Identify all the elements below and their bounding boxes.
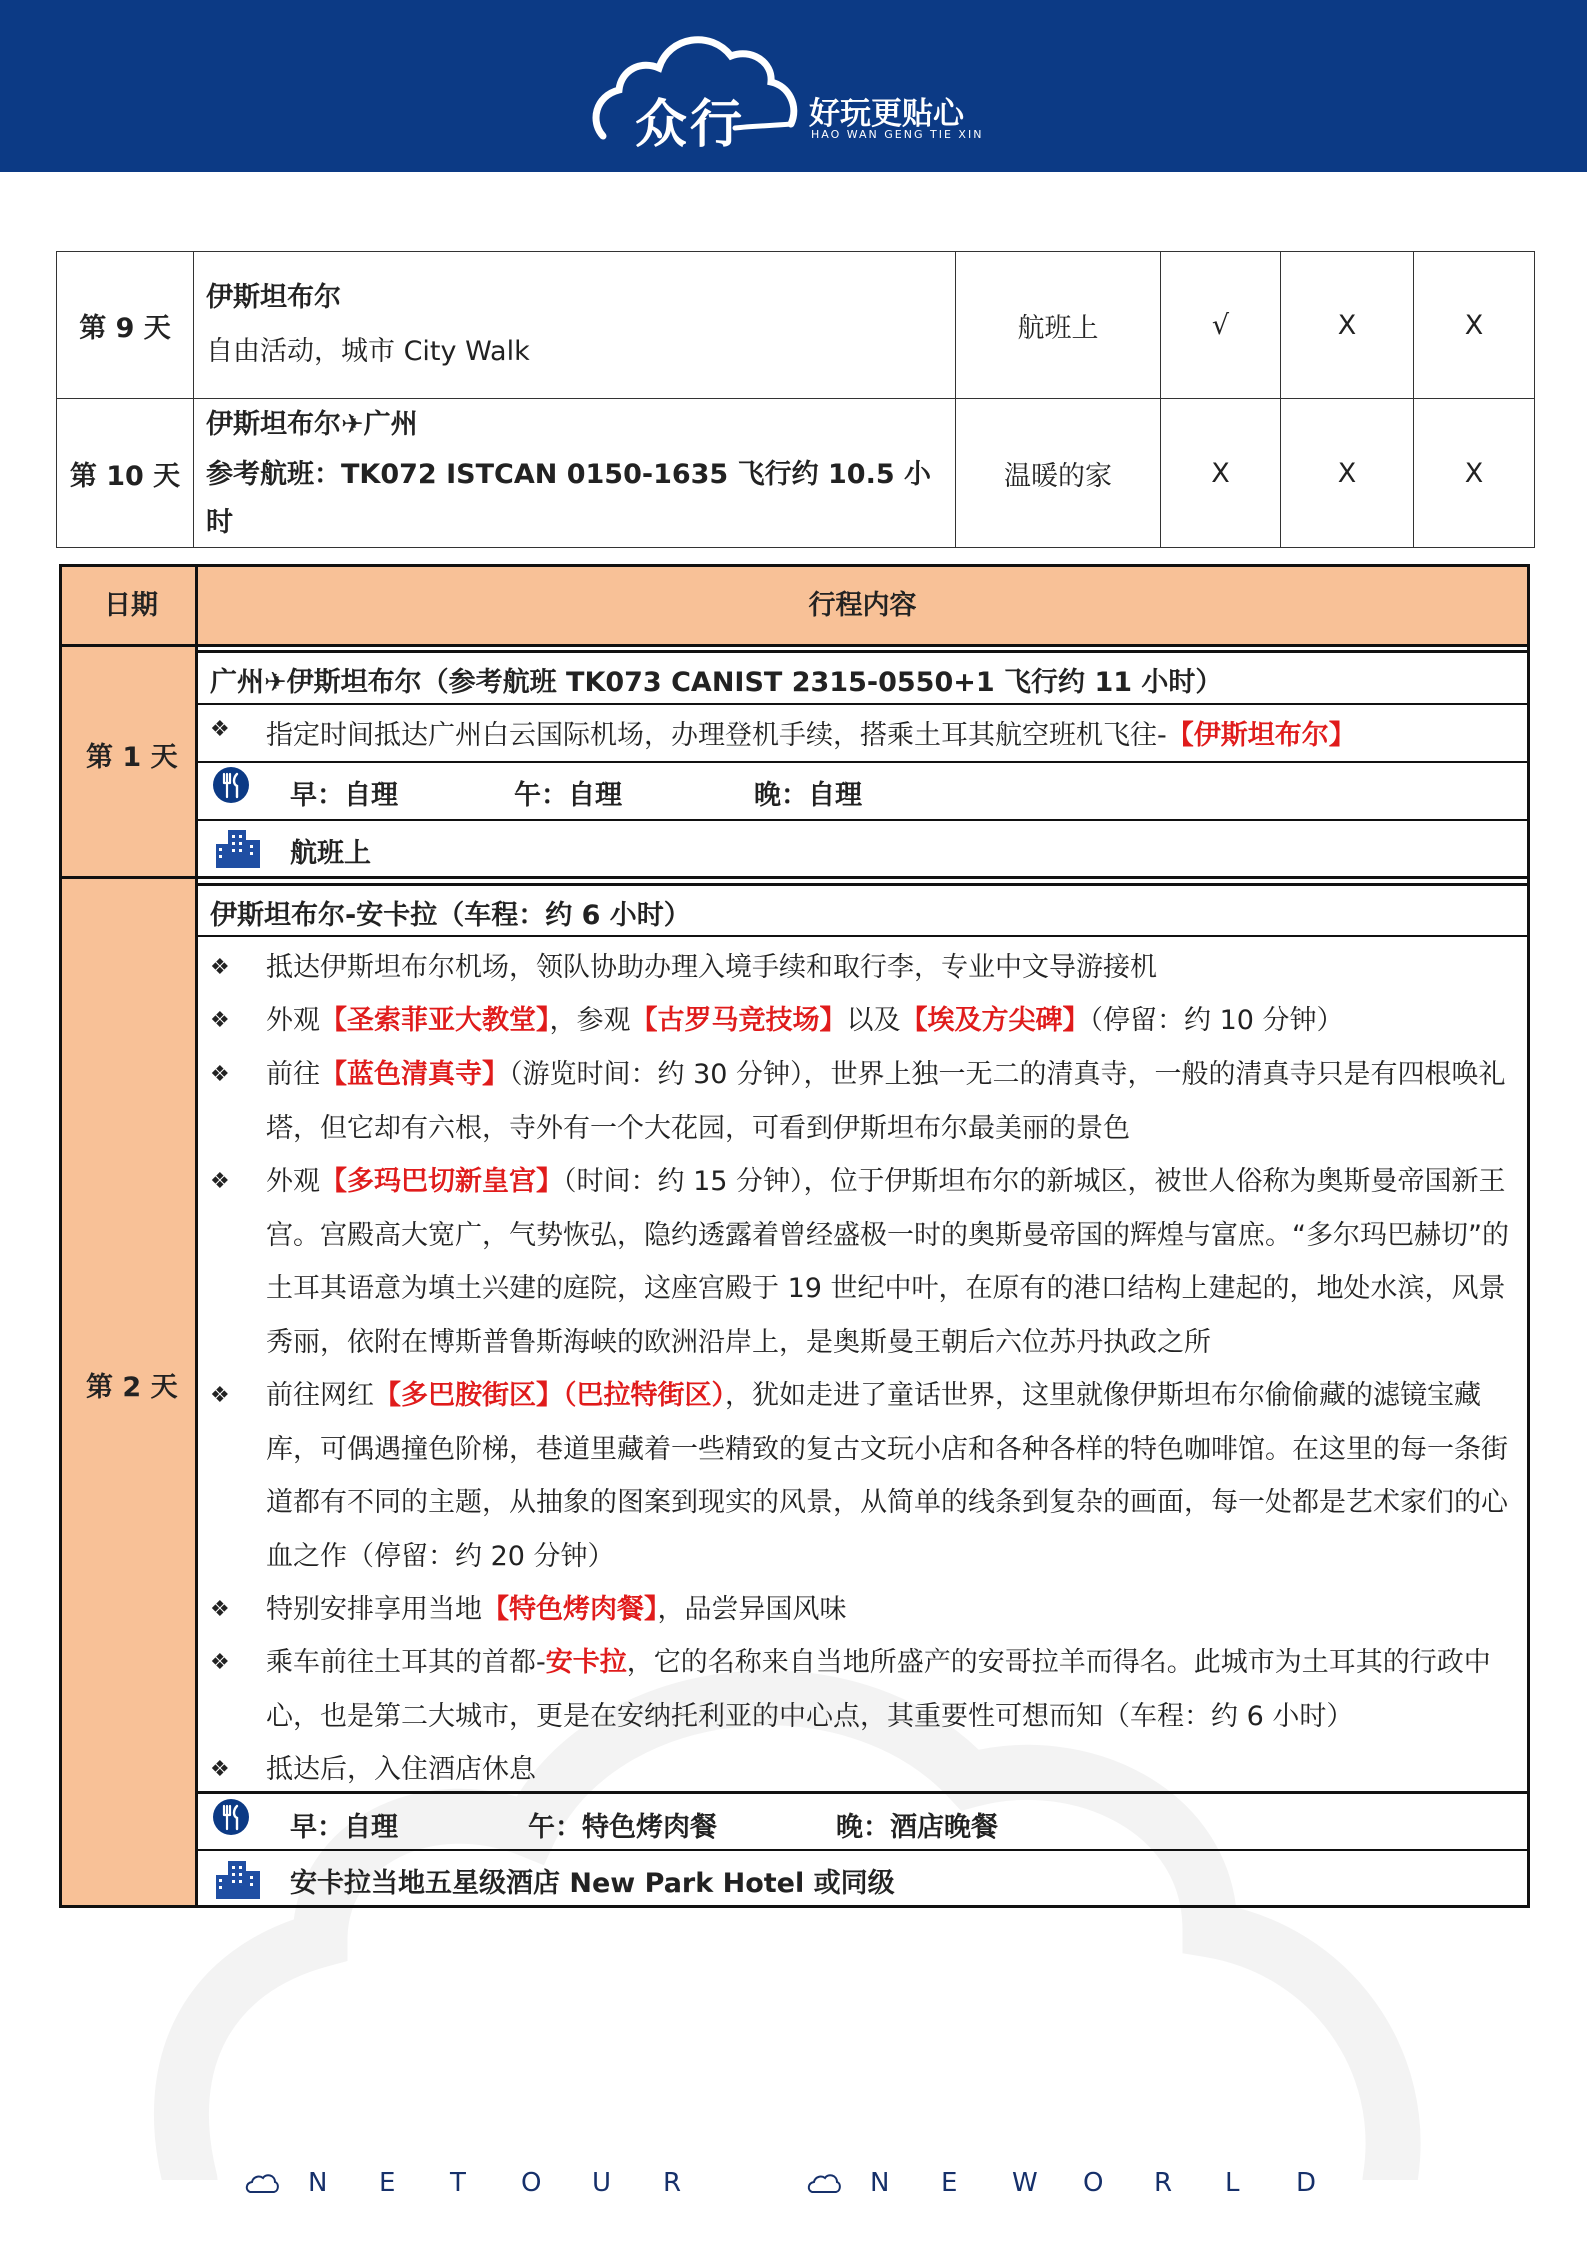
- day-content: [194, 399, 956, 548]
- text: （游览时间：约 30 分钟），世界上独一无二的清真寺，一般的清真寺只是有四根唤礼塔，但它却有六根，寺外有一个大花园，可看到伊斯坦布尔最美丽的景色: [266, 1059, 1506, 1144]
- day2-label: 第 2 天: [86, 1372, 178, 1403]
- text: （停留：约 10 分钟）: [1089, 1005, 1344, 1036]
- day1-label: 第 1 天: [86, 742, 178, 773]
- day2-title: 伊斯坦布尔-安卡拉（车程：约 6 小时）: [210, 900, 691, 931]
- text: 特别安排享用当地: [266, 1594, 482, 1625]
- text: ，它的名称来自当地所盛产的安哥拉羊而得名。此城市为土耳其的行政中心，也是第二大城市，更是在安纳托利亚的中心点，其重要性可想而知（车程：约 6 小时）: [266, 1647, 1491, 1732]
- text: 前往: [266, 1059, 320, 1090]
- summary-table: [56, 251, 1535, 548]
- day2-dinner: 晚：酒店晚餐: [836, 1812, 998, 1843]
- day-content: [194, 252, 956, 399]
- day2-item: [266, 994, 1516, 1048]
- footer-letter: E: [941, 2168, 958, 2198]
- meal-icon: [212, 1798, 250, 1836]
- footer-letter: N: [870, 2168, 890, 2198]
- text: 乘车前往土耳其的首都-: [266, 1647, 546, 1678]
- day-label: 第 9 天: [57, 252, 194, 399]
- footer-letter: W: [1012, 2168, 1038, 2198]
- footer-letter: R: [1154, 2168, 1173, 2198]
- day2-lunch: 午：特色烤肉餐: [528, 1812, 717, 1843]
- day2-breakfast: 早：自理: [290, 1812, 398, 1843]
- day2-item: [266, 1583, 1516, 1637]
- dinner-cell: X: [1414, 399, 1535, 548]
- text: ，犹如走进了童话世界，这里就像伊斯坦布尔偷偷藏的滤镜宝藏库，可偶遇撞色阶梯，巷道里藏着一些精致的复古文玩小店和各种各样的特色咖啡馆。在这里的每一条街道都有不同的主题，从抽象的图案到现实的风景，从简单的线条到复杂的画面，每一处都是艺术家们的心血之作（停留：约 20 分钟）: [266, 1380, 1508, 1572]
- day2-item: [266, 1369, 1516, 1583]
- text: 以及: [846, 1005, 901, 1036]
- footer-letter: U: [592, 2168, 612, 2198]
- breakfast-cell: X: [1161, 399, 1281, 548]
- breakfast-cell: √: [1161, 252, 1281, 399]
- footer-letter: R: [663, 2168, 682, 2198]
- footer-onetour: [244, 2168, 734, 2198]
- bullet-icon: ❖: [210, 1597, 230, 1622]
- highlight: 【多巴胺街区】（巴拉特街区）: [374, 1380, 725, 1411]
- day-desc: 自由活动，城市 City Walk: [206, 336, 530, 367]
- footer-letter: L: [1225, 2168, 1240, 2198]
- hotel-icon: [214, 1859, 262, 1899]
- hotel-icon: [214, 828, 262, 868]
- day-title: 伊斯坦布尔: [206, 282, 341, 313]
- day2-hotel: 安卡拉当地五星级酒店 New Park Hotel 或同级: [290, 1868, 895, 1899]
- brand-slogan: 好玩更贴心: [809, 96, 964, 132]
- header-date: 日期: [104, 590, 158, 621]
- bullet-icon: ❖: [210, 1062, 230, 1087]
- highlight: 【圣索菲亚大教堂】: [320, 1005, 550, 1036]
- day2-item: 抵达伊斯坦布尔机场，领队协助办理入境手续和取行李，专业中文导游接机: [266, 952, 1157, 983]
- bullet-icon: ❖: [210, 955, 230, 980]
- footer-letter: O: [521, 2168, 542, 2198]
- day-desc: 参考航班：TK072 ISTCAN 0150-1635 飞行约 10.5 小时: [206, 459, 932, 538]
- bullet-icon: ❖: [210, 1383, 230, 1408]
- brand-pinyin: HAO WAN GENG TIE XIN: [811, 128, 984, 141]
- text: 外观: [266, 1005, 320, 1036]
- text: ，参观: [549, 1005, 631, 1036]
- day-title: 伊斯坦布尔✈广州: [206, 409, 418, 440]
- footer-letter: D: [1296, 2168, 1317, 2198]
- table-row: [57, 252, 1535, 399]
- text: （时间：约 15 分钟），位于伊斯坦布尔的新城区，被世人俗称为奥斯曼帝国新王宫。宫殿高大宽广，气势恢弘，隐约透露着曾经盛极一时的奥斯曼帝国的辉煌与富庶。“多尔玛巴赫切”的土耳其语意为填土兴建的庭院，这座宫殿于 19 世纪中叶，在原有的港口结构上建起的，地处水滨，风景秀丽，依附在博斯普鲁斯海峡的欧洲沿岸上，是奥斯曼王朝后六位苏丹执政之所: [266, 1166, 1509, 1358]
- highlight: 【特色烤肉餐】: [482, 1594, 658, 1625]
- bullet-icon: ❖: [210, 1757, 230, 1782]
- hotel-cell: 航班上: [956, 252, 1161, 399]
- dinner-cell: X: [1414, 252, 1535, 399]
- bullet-icon: ❖: [210, 717, 230, 742]
- day2-item: [266, 1636, 1516, 1743]
- highlight: 【多玛巴切新皇宫】: [320, 1166, 563, 1197]
- day1-lunch: 午：自理: [514, 780, 622, 811]
- text: ，品尝异国风味: [657, 1594, 847, 1625]
- header-content: 行程内容: [808, 590, 917, 621]
- brand-name: 众行: [635, 95, 746, 155]
- lunch-cell: X: [1281, 399, 1414, 548]
- text: 前往网红: [266, 1380, 374, 1411]
- text: 外观: [266, 1166, 320, 1197]
- itinerary-table: [59, 564, 1530, 1908]
- cloud-icon: [806, 2172, 842, 2196]
- meal-icon: [212, 766, 250, 804]
- page-header: [0, 0, 1587, 172]
- highlight: 【古罗马竞技场】: [630, 1005, 847, 1036]
- table-row: [57, 399, 1535, 548]
- day-label: 第 10 天: [57, 399, 194, 548]
- highlight: 【伊斯坦布尔】: [1166, 720, 1356, 751]
- highlight: 【埃及方尖碑】: [900, 1005, 1090, 1036]
- hotel-cell: 温暖的家: [956, 399, 1161, 548]
- day1-title: 广州✈伊斯坦布尔（参考航班 TK073 CANIST 2315-0550+1 飞行约 11 小时）: [210, 667, 1223, 698]
- bullet-icon: ❖: [210, 1650, 230, 1675]
- text: 指定时间抵达广州白云国际机场，办理登机手续，搭乘土耳其航空班机飞往-: [266, 720, 1167, 751]
- highlight: 【蓝色清真寺】: [320, 1059, 509, 1090]
- day1-item: [266, 713, 1356, 752]
- footer-letter: E: [379, 2168, 396, 2198]
- footer-oneworld: [806, 2168, 1367, 2198]
- day1-hotel: 航班上: [290, 838, 371, 869]
- footer-letter: T: [450, 2168, 466, 2198]
- footer-letter: N: [308, 2168, 328, 2198]
- day2-item: [266, 1048, 1516, 1155]
- highlight: 安卡拉: [545, 1647, 627, 1678]
- footer-letter: O: [1083, 2168, 1104, 2198]
- bullet-icon: ❖: [210, 1169, 230, 1194]
- bullet-icon: ❖: [210, 1008, 230, 1033]
- day1-dinner: 晚：自理: [754, 780, 862, 811]
- day1-breakfast: 早：自理: [290, 780, 398, 811]
- brand-logo: [585, 26, 1005, 154]
- cloud-icon: [244, 2172, 280, 2196]
- day2-item: 抵达后，入住酒店休息: [266, 1754, 536, 1785]
- lunch-cell: X: [1281, 252, 1414, 399]
- day2-item: [266, 1155, 1516, 1369]
